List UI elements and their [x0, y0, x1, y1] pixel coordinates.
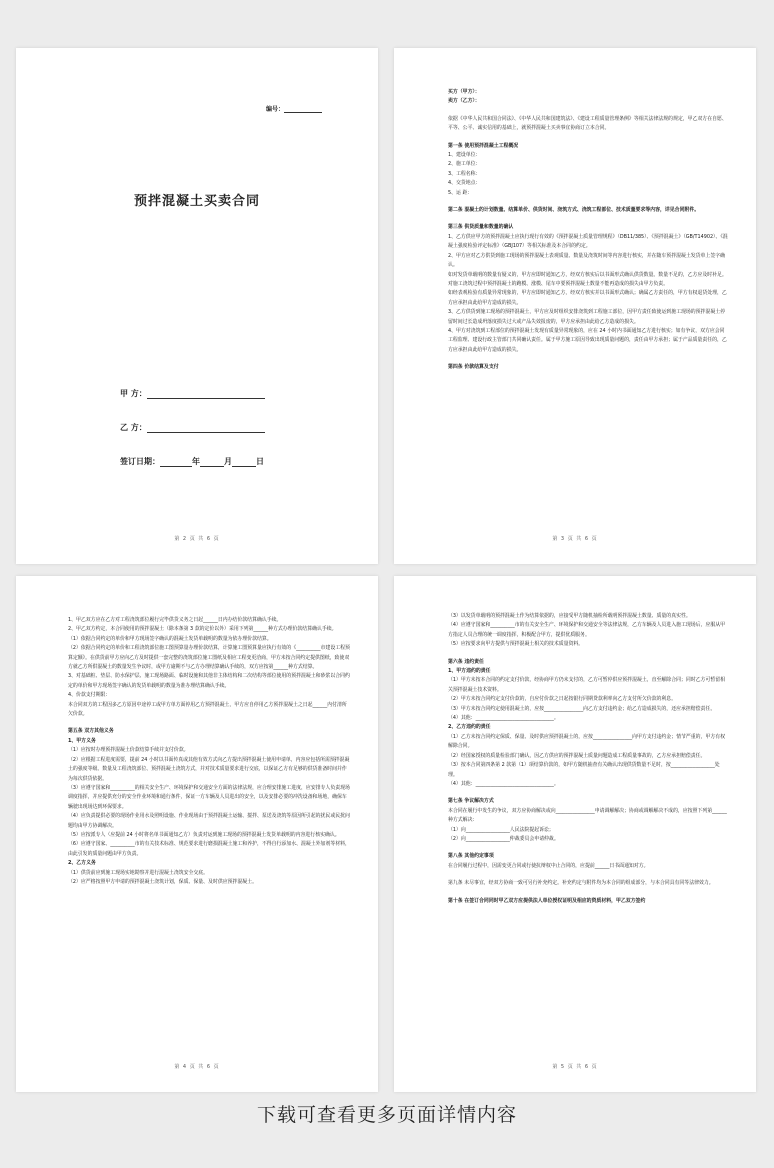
article-9: 第九条 未尽事宜，经双方协商一致可另行补充约定。补充约定与附件均为本合同的组成部分，与本合同具有同等法律效力。: [448, 880, 714, 887]
paragraph: （3）按本合同第四条第 2 款第（1）项结算价款的，如甲方随机抽查有关确认出现供货数量不足时，按__________________处理。: [448, 762, 720, 778]
party-a-liability-title: 1、甲方违约的责任: [448, 668, 491, 675]
page-number: 第 3 页 共 6 页: [552, 536, 598, 542]
paragraph: （1）乙方未按合同约定保质、保量、及时供应预拌混凝土的，应按________________向甲方支付违约金；情节严重的，甲方有权解除合同。: [448, 733, 725, 750]
paragraph: （3）以发货单载明的预拌混凝土作为结算依据的，应接受甲方随机抽检所载明预拌混凝土数量、质量的真实性。: [448, 613, 691, 619]
year-label: 年: [192, 457, 200, 466]
paragraph: （2）经国家授权的质量检验部门确认，因乙方供应的预拌混凝土质量问题造成工程质量事故的，乙方应承担赔偿责任。: [448, 752, 706, 759]
paragraph: （2）应严格按照甲方申请的预拌混凝土浇筑计划，保质、保量、及时供应预拌混凝土。: [68, 878, 257, 885]
paragraph: （5）应按要求向甲方提供与预拌混凝土相关的技术质量资料。: [448, 641, 584, 648]
paragraph: （3）应遵守国家和__________的相关安全生产、环境保护和交通安全方面的法律法规，应合理安排施工进度，应安排专人负责现场调度指挥，并应提供充分的安全作业环境和通行条件，保证一方车辆及人员进出的安全，以及安排必要的冲洗设备和场地，确保车辆驶出现场达到环保要求。: [68, 784, 350, 810]
contract-number: [266, 104, 322, 113]
paragraph: 本合同在履行中发生的争议，双方应协商解决或向________________申请调解解决；协商或调解解决不成的，应按照下列第______种方式解决：: [448, 807, 727, 824]
paragraph: 在合同履行过程中，因需变更合同或行使抗辩权中止合同的，应提前______日书面通知对方。: [448, 862, 649, 869]
list-item: 3、工程名称：: [448, 170, 481, 177]
month-label: 月: [224, 457, 232, 466]
buyer-label: 买方（甲方）：: [448, 89, 480, 95]
page-5: [394, 576, 756, 1092]
month-blank: [200, 466, 224, 467]
paragraph: 1、甲乙双方应在乙方对工程浇筑部位履行完毕供货义务之日起______日内办结价款结算确认手续。: [68, 617, 282, 623]
seller-label: 卖方（乙方）：: [448, 98, 480, 105]
paragraph: 本合同双方的工程因多乙方原因中途停工或甲方单方面停用乙方预拌混凝土，甲方应自停用乙方预拌混凝土之日起______内付清所欠价款。: [68, 701, 347, 718]
page-number: 第 2 页 共 6 页: [174, 536, 220, 542]
article-8-title: 第八条 其他约定事项: [448, 853, 494, 860]
list-item: 5、运 距：: [448, 189, 473, 196]
page-4: [16, 576, 378, 1092]
paragraph: （2）甲方未按合同约定支付价款的，自应付价款之日起按银行同期贷款利率向乙方支付所欠价款的利息。: [448, 696, 677, 703]
year-blank: [160, 466, 192, 467]
party-a-label: 甲 方：: [120, 389, 147, 398]
paragraph: （1）甲方未按本合同的约定支付价款，经协商甲方仍未支付的，乙方可暂停供应预拌混凝土，直至解除合同；同时乙方可暂留相关预拌混凝土技术资料。: [448, 677, 725, 693]
article-6-title: 第六条 违约责任: [448, 658, 484, 665]
party-b-line: [120, 422, 265, 433]
party-a-blank: [147, 398, 265, 399]
cover-page: [16, 48, 378, 564]
list-item: 4、交货地点：: [448, 180, 481, 187]
paragraph: （1）供货前应到施工现场实地勘察并进行混凝土浇筑安全交底。: [68, 869, 209, 876]
paragraph: 2、甲乙双方约定，本合同使用的预拌混凝土（除本条第 3 款的定价以外）采用下列第______种方式办理价款结算确认手续。: [68, 626, 337, 633]
paragraph: 4、价款支付期限：: [68, 692, 111, 699]
paragraph: 3、乙方供货到施工现场的预拌混凝土，甲方应及时组织安排浇筑到工程施工部位，因甲方责任致使运到施工现场的预拌混凝土停留时间过长造成坍落度损失过大或产品失效报废的，甲方应承担由此给乙方造成的损失。: [448, 309, 725, 325]
party-a-line: [120, 388, 265, 399]
party-b-duties-title: 2、乙方义务: [68, 860, 96, 867]
party-b-liability-title: 2、乙方违约的责任: [448, 724, 491, 731]
party-a-duties-title: 1、甲方义务: [68, 737, 96, 744]
contract-number-label: 编号：: [266, 106, 285, 113]
paragraph: （6）应遵守国家、__________市的有关技术标准、规范要求进行磨损混凝土施工和养护，不得自行添加水、混凝土外加剂等材料，由此引发的质量问题由甲方负责。: [68, 841, 350, 857]
paragraph: 如对发货单载明的数量有疑义的，甲方应即时通知乙方，经双方核实后以书面形式确认供货数量。数量不足的，乙方应及时补足。对施工浇筑过程中预拌混凝土的跑模、涨模、尾车中要预拌混凝土数量不能再造成的损失由甲方负责。: [448, 271, 727, 287]
paragraph: （5）应按派专人（应提前 24 小时将名单书面通知乙方）负责对运到施工现场的预拌混凝土发货单载明的内容进行核实确认。: [68, 831, 340, 838]
party-b-label: 乙 方：: [120, 423, 147, 432]
paragraph: （1）依据合同约定的单价和甲方现场签字确认的混凝土发货单载明的数量为依办理价款结算。: [68, 635, 272, 642]
article-5-title: 第五条 双方其他义务: [68, 728, 114, 735]
sign-date-line: [120, 456, 264, 467]
paragraph: 4、甲方对浇筑到工程部位的预拌混凝土发现有质量异常现象的，应在 24 小时内书面通知乙方进行核实；如有争议，双方应会同工程监理、建设行政主管部门共同确认责任。属于甲方施工原因导致出现质量问题的，责任由甲方承担；属于产品质量责任的，乙方应承担由此给甲方造成的损失。: [448, 327, 727, 353]
day-label: 日: [256, 457, 264, 466]
article-2: 第二条 混凝土的计划数量、结算单价、供货时间、浇筑方式、浇筑工程部位、技术质量要求等内容，详见合同附件。: [448, 207, 700, 214]
paragraph: （4）其他：________________________________。: [448, 780, 559, 787]
paragraph: 如经表观检验有质量异常现象的，甲方应即时通知乙方，经双方核实并以书面形式确认；确属乙方责任的，甲方有权退货处理，乙方应承担由此给甲方造成的损失。: [448, 290, 727, 306]
list-item: 1、建设单位：: [448, 152, 481, 159]
contract-title: 预拌混凝土买卖合同: [133, 194, 260, 209]
paragraph: （1）应按时办理预拌混凝土价款结算手续并支付价款。: [68, 747, 189, 754]
article-4-title: 第四条 价款结算及支付: [448, 364, 499, 371]
paragraph: （2）向__________________仲裁委员会申请仲裁。: [448, 835, 559, 842]
paragraph: 2、甲方应对乙方供货到施工现场的预拌混凝土表观质量、数量及浇筑时间等内容进行核实，并在随车预拌混凝土发货单上签字确认。: [448, 252, 725, 269]
page-number: 第 4 页 共 6 页: [174, 1064, 220, 1070]
article-1-title: 第一条 使用预拌混凝土工程概况: [448, 142, 519, 149]
download-more-caption: 下载可查看更多页面详情内容: [256, 1104, 517, 1126]
paragraph: 3、对基础桩、垫层、防水保护层、施工现场路面、临时设施和其他非主体结构和二次结构等部位使用的预拌混凝土和砂浆以合同约定的单价和甲方现场签字确认的发货单载明的数量为准办理结算确认手续。: [68, 673, 350, 689]
page-3: [394, 48, 756, 564]
party-b-blank: [147, 432, 265, 433]
page-number: 第 5 页 共 6 页: [552, 1064, 598, 1070]
day-blank: [232, 466, 256, 467]
sign-date-label: 签订日期：: [120, 457, 160, 466]
list-item: 2、施工单位：: [448, 161, 481, 168]
paragraph: （3）甲方未按合同约定使用混凝土的，应按________________向乙方支付违约金；给乙方造成损失的，还应承担赔偿责任。: [448, 705, 716, 712]
paragraph: （2）依据合同约定的单价和工程浇筑部位施工图预算量办理价款结算，计算施工图预算量应执行有效的《__________市建设工程预算定额》。在供货前甲方应向乙方及时提供一套完整的浇筑部位施工图纸及相应工程变更洽商，甲方未按合同约定提供图纸，致使双方就乙方所供混凝土的数量发生争议时，或甲方逾期不与乙方办理结算确认手续的，双方应按第______种方式结算。: [68, 645, 350, 671]
paragraph: （4）应负责提供必要的现场作业用水及照明设施、作业现场由于预拌混凝土运输、搅拌、泵送及浇筑等原因所引起的扰民或民扰问题均由甲方协调解决。: [68, 813, 350, 829]
article-3-title: 第三条 供货质量和数量的确认: [448, 224, 514, 231]
paragraph: （2）应根据工程进度需要，提前 24 小时以书面传真或其他有效方式向乙方提出预拌混凝土使用申请单，内容应包括所需预拌混凝土的强度等级、数量及工程浇筑部位、预拌混凝土浇筑方式，并对技术质量要求进行交底，以保证乙方有足够的供货准备时间并作为每次供货依据。: [68, 756, 350, 782]
paragraph: 1、乙方供应甲方的预拌混凝土应执行现行有效的《预拌混凝土质量管理规程》（DB11/385）、《预拌混凝土》（GB/T14902）、《混凝土强度检验评定标准》（GBJ107）等相关标准及本合同的约定。: [448, 233, 728, 250]
paragraph: （1）向__________________人民法院提起诉讼；: [448, 826, 554, 833]
intro-paragraph: 依据《中华人民共和国合同法》、《中华人民共和国建筑法》、《建设工程质量管理条例》等相关法律法规的规定，甲乙双方在自愿、平等、公平、诚实信用的基础上，就预拌混凝土买卖事宜协商订立本合同。: [448, 115, 727, 132]
article-7-title: 第七条 争议解决方式: [448, 798, 494, 805]
paragraph: （4）应遵守国家和__________市的有关安全生产、环境保护和交通安全等法律法规，乙方车辆及人员进入施工现场后，应服从甲方指定人员合理的统一调度指挥，积极配合甲方，提供优质服务。: [448, 622, 725, 638]
paragraph: （4）其他：________________________________。: [448, 715, 559, 722]
contract-number-blank: [284, 112, 322, 113]
article-10: 第十条 在签订合同同时甲乙双方应提供法人单位授权证明及相应的资质材料，甲乙双方签约: [448, 897, 646, 904]
